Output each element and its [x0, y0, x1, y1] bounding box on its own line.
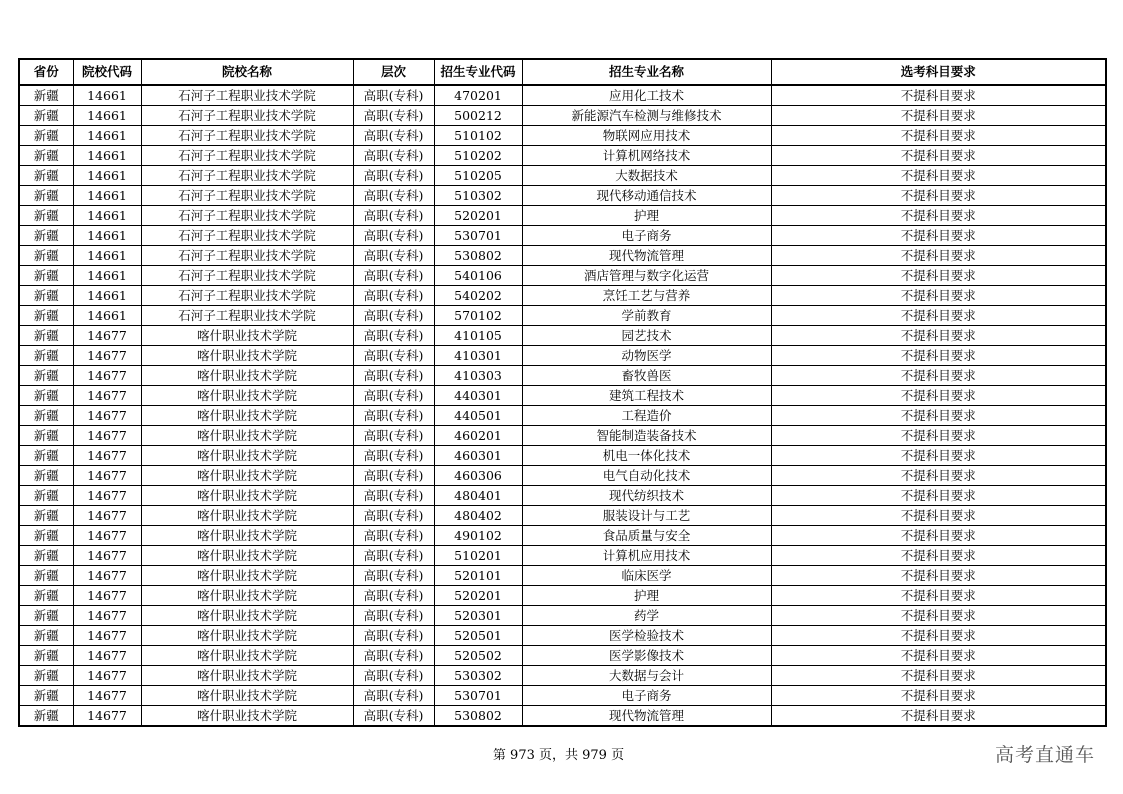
- cell-school-code: 14677: [73, 426, 141, 446]
- cell-major-name: 酒店管理与数字化运营: [522, 266, 771, 286]
- cell-level: 高职(专科): [353, 666, 434, 686]
- cell-school-name: 喀什职业技术学院: [141, 406, 353, 426]
- table-row: [19, 506, 1106, 526]
- cell-subject-requirement: 不提科目要求: [771, 186, 1106, 206]
- cell-school-code: 14677: [73, 366, 141, 386]
- table-row: [19, 486, 1106, 506]
- cell-major-code: 520301: [434, 606, 522, 626]
- cell-subject-requirement: 不提科目要求: [771, 526, 1106, 546]
- cell-level: 高职(专科): [353, 506, 434, 526]
- cell-major-code: 480401: [434, 486, 522, 506]
- cell-subject-requirement: 不提科目要求: [771, 486, 1106, 506]
- table-row: [19, 566, 1106, 586]
- header-school-code: 院校代码: [73, 59, 141, 85]
- cell-subject-requirement: 不提科目要求: [771, 706, 1106, 727]
- cell-level: 高职(专科): [353, 586, 434, 606]
- cell-level: 高职(专科): [353, 386, 434, 406]
- cell-province: 新疆: [19, 366, 73, 386]
- cell-school-code: 14661: [73, 106, 141, 126]
- cell-school-name: 石河子工程职业技术学院: [141, 85, 353, 106]
- cell-subject-requirement: 不提科目要求: [771, 506, 1106, 526]
- cell-province: 新疆: [19, 426, 73, 446]
- cell-school-name: 石河子工程职业技术学院: [141, 206, 353, 226]
- cell-major-code: 510201: [434, 546, 522, 566]
- table-row: [19, 266, 1106, 286]
- cell-subject-requirement: 不提科目要求: [771, 546, 1106, 566]
- cell-province: 新疆: [19, 246, 73, 266]
- cell-subject-requirement: 不提科目要求: [771, 246, 1106, 266]
- cell-school-name: 喀什职业技术学院: [141, 506, 353, 526]
- cell-level: 高职(专科): [353, 466, 434, 486]
- cell-school-name: 喀什职业技术学院: [141, 446, 353, 466]
- cell-school-name: 石河子工程职业技术学院: [141, 186, 353, 206]
- cell-school-code: 14677: [73, 446, 141, 466]
- cell-subject-requirement: 不提科目要求: [771, 606, 1106, 626]
- admissions-table-container: [18, 58, 1105, 727]
- cell-school-name: 喀什职业技术学院: [141, 366, 353, 386]
- cell-major-code: 460201: [434, 426, 522, 446]
- page-number: 第 973 页，共 979 页: [492, 748, 625, 763]
- cell-level: 高职(专科): [353, 206, 434, 226]
- cell-major-code: 510202: [434, 146, 522, 166]
- table-row: [19, 706, 1106, 727]
- cell-major-code: 440501: [434, 406, 522, 426]
- cell-subject-requirement: 不提科目要求: [771, 106, 1106, 126]
- cell-school-name: 喀什职业技术学院: [141, 386, 353, 406]
- cell-province: 新疆: [19, 506, 73, 526]
- cell-school-name: 喀什职业技术学院: [141, 666, 353, 686]
- cell-school-code: 14677: [73, 626, 141, 646]
- cell-subject-requirement: 不提科目要求: [771, 286, 1106, 306]
- cell-school-name: 石河子工程职业技术学院: [141, 126, 353, 146]
- cell-major-code: 410303: [434, 366, 522, 386]
- cell-school-code: 14661: [73, 166, 141, 186]
- cell-level: 高职(专科): [353, 406, 434, 426]
- cell-major-name: 服装设计与工艺: [522, 506, 771, 526]
- cell-major-code: 480402: [434, 506, 522, 526]
- cell-level: 高职(专科): [353, 126, 434, 146]
- cell-level: 高职(专科): [353, 686, 434, 706]
- cell-province: 新疆: [19, 206, 73, 226]
- table-row: [19, 286, 1106, 306]
- cell-province: 新疆: [19, 646, 73, 666]
- cell-school-name: 石河子工程职业技术学院: [141, 266, 353, 286]
- cell-province: 新疆: [19, 546, 73, 566]
- cell-major-name: 动物医学: [522, 346, 771, 366]
- table-row: [19, 546, 1106, 566]
- cell-level: 高职(专科): [353, 486, 434, 506]
- cell-major-name: 医学检验技术: [522, 626, 771, 646]
- cell-school-code: 14677: [73, 586, 141, 606]
- cell-major-name: 烹饪工艺与营养: [522, 286, 771, 306]
- cell-subject-requirement: 不提科目要求: [771, 146, 1106, 166]
- header-school-name: 院校名称: [141, 59, 353, 85]
- cell-school-name: 石河子工程职业技术学院: [141, 286, 353, 306]
- cell-subject-requirement: 不提科目要求: [771, 126, 1106, 146]
- table-row: [19, 166, 1106, 186]
- cell-province: 新疆: [19, 306, 73, 326]
- table-row: [19, 426, 1106, 446]
- cell-major-code: 520502: [434, 646, 522, 666]
- cell-school-name: 喀什职业技术学院: [141, 426, 353, 446]
- cell-level: 高职(专科): [353, 706, 434, 727]
- cell-school-code: 14677: [73, 686, 141, 706]
- cell-province: 新疆: [19, 186, 73, 206]
- cell-level: 高职(专科): [353, 85, 434, 106]
- table-row: [19, 346, 1106, 366]
- cell-province: 新疆: [19, 85, 73, 106]
- cell-school-code: 14661: [73, 126, 141, 146]
- cell-school-code: 14677: [73, 706, 141, 727]
- cell-subject-requirement: 不提科目要求: [771, 586, 1106, 606]
- cell-school-code: 14677: [73, 386, 141, 406]
- cell-school-name: 喀什职业技术学院: [141, 706, 353, 727]
- cell-school-code: 14661: [73, 85, 141, 106]
- cell-major-name: 现代物流管理: [522, 246, 771, 266]
- cell-level: 高职(专科): [353, 426, 434, 446]
- cell-subject-requirement: 不提科目要求: [771, 406, 1106, 426]
- cell-school-code: 14661: [73, 246, 141, 266]
- cell-province: 新疆: [19, 106, 73, 126]
- cell-school-name: 喀什职业技术学院: [141, 526, 353, 546]
- cell-subject-requirement: 不提科目要求: [771, 266, 1106, 286]
- table-row: [19, 226, 1106, 246]
- cell-province: 新疆: [19, 686, 73, 706]
- cell-level: 高职(专科): [353, 106, 434, 126]
- cell-level: 高职(专科): [353, 366, 434, 386]
- cell-major-name: 护理: [522, 586, 771, 606]
- cell-school-code: 14661: [73, 226, 141, 246]
- cell-subject-requirement: 不提科目要求: [771, 326, 1106, 346]
- cell-school-code: 14677: [73, 646, 141, 666]
- cell-school-name: 喀什职业技术学院: [141, 686, 353, 706]
- cell-subject-requirement: 不提科目要求: [771, 166, 1106, 186]
- cell-major-name: 电子商务: [522, 226, 771, 246]
- cell-province: 新疆: [19, 446, 73, 466]
- cell-province: 新疆: [19, 386, 73, 406]
- cell-major-name: 计算机网络技术: [522, 146, 771, 166]
- header-major-code: 招生专业代码: [434, 59, 522, 85]
- cell-major-code: 530802: [434, 246, 522, 266]
- cell-major-code: 520201: [434, 206, 522, 226]
- cell-level: 高职(专科): [353, 286, 434, 306]
- table-row: [19, 306, 1106, 326]
- cell-major-name: 现代纺织技术: [522, 486, 771, 506]
- cell-school-code: 14677: [73, 346, 141, 366]
- cell-major-code: 530701: [434, 686, 522, 706]
- cell-major-code: 520101: [434, 566, 522, 586]
- cell-level: 高职(专科): [353, 186, 434, 206]
- cell-school-name: 喀什职业技术学院: [141, 486, 353, 506]
- cell-subject-requirement: 不提科目要求: [771, 226, 1106, 246]
- cell-major-name: 电子商务: [522, 686, 771, 706]
- cell-major-code: 540202: [434, 286, 522, 306]
- cell-major-code: 510102: [434, 126, 522, 146]
- cell-level: 高职(专科): [353, 326, 434, 346]
- cell-level: 高职(专科): [353, 226, 434, 246]
- cell-school-name: 喀什职业技术学院: [141, 326, 353, 346]
- cell-subject-requirement: 不提科目要求: [771, 306, 1106, 326]
- cell-school-name: 喀什职业技术学院: [141, 546, 353, 566]
- cell-level: 高职(专科): [353, 566, 434, 586]
- cell-major-name: 智能制造装备技术: [522, 426, 771, 446]
- cell-school-code: 14677: [73, 506, 141, 526]
- cell-school-name: 喀什职业技术学院: [141, 466, 353, 486]
- header-level: 层次: [353, 59, 434, 85]
- table-row: [19, 386, 1106, 406]
- cell-major-code: 520201: [434, 586, 522, 606]
- cell-province: 新疆: [19, 706, 73, 727]
- table-row: [19, 326, 1106, 346]
- table-row: [19, 586, 1106, 606]
- cell-level: 高职(专科): [353, 166, 434, 186]
- cell-level: 高职(专科): [353, 266, 434, 286]
- cell-major-code: 470201: [434, 85, 522, 106]
- cell-major-code: 410301: [434, 346, 522, 366]
- table-body: [19, 85, 1106, 726]
- cell-school-name: 石河子工程职业技术学院: [141, 246, 353, 266]
- table-row: [19, 646, 1106, 666]
- cell-province: 新疆: [19, 606, 73, 626]
- cell-major-code: 410105: [434, 326, 522, 346]
- table-row: [19, 85, 1106, 106]
- cell-major-name: 医学影像技术: [522, 646, 771, 666]
- cell-school-code: 14677: [73, 486, 141, 506]
- cell-school-code: 14677: [73, 566, 141, 586]
- cell-school-name: 喀什职业技术学院: [141, 626, 353, 646]
- header-major-name: 招生专业名称: [522, 59, 771, 85]
- cell-province: 新疆: [19, 346, 73, 366]
- cell-school-code: 14661: [73, 266, 141, 286]
- cell-major-name: 现代物流管理: [522, 706, 771, 727]
- table-row: [19, 206, 1106, 226]
- table-row: [19, 406, 1106, 426]
- cell-province: 新疆: [19, 586, 73, 606]
- cell-major-code: 530302: [434, 666, 522, 686]
- cell-level: 高职(专科): [353, 306, 434, 326]
- cell-school-code: 14677: [73, 606, 141, 626]
- cell-major-name: 计算机应用技术: [522, 546, 771, 566]
- cell-province: 新疆: [19, 486, 73, 506]
- cell-province: 新疆: [19, 406, 73, 426]
- cell-level: 高职(专科): [353, 526, 434, 546]
- cell-subject-requirement: 不提科目要求: [771, 386, 1106, 406]
- cell-school-name: 石河子工程职业技术学院: [141, 306, 353, 326]
- table-row: [19, 466, 1106, 486]
- cell-subject-requirement: 不提科目要求: [771, 85, 1106, 106]
- cell-level: 高职(专科): [353, 346, 434, 366]
- header-subject-requirement: 选考科目要求: [771, 59, 1106, 85]
- cell-school-code: 14661: [73, 146, 141, 166]
- cell-school-code: 14677: [73, 466, 141, 486]
- cell-province: 新疆: [19, 566, 73, 586]
- table-row: [19, 526, 1106, 546]
- cell-major-code: 440301: [434, 386, 522, 406]
- cell-school-code: 14661: [73, 206, 141, 226]
- header-province: 省份: [19, 59, 73, 85]
- table-header-row: [19, 59, 1106, 85]
- cell-major-name: 园艺技术: [522, 326, 771, 346]
- cell-province: 新疆: [19, 666, 73, 686]
- cell-level: 高职(专科): [353, 606, 434, 626]
- cell-major-code: 490102: [434, 526, 522, 546]
- cell-major-code: 530701: [434, 226, 522, 246]
- cell-school-name: 喀什职业技术学院: [141, 566, 353, 586]
- cell-major-code: 460301: [434, 446, 522, 466]
- page-footer: [0, 744, 1123, 763]
- table-row: [19, 186, 1106, 206]
- cell-major-name: 大数据技术: [522, 166, 771, 186]
- cell-province: 新疆: [19, 266, 73, 286]
- cell-subject-requirement: 不提科目要求: [771, 466, 1106, 486]
- cell-school-code: 14677: [73, 666, 141, 686]
- cell-subject-requirement: 不提科目要求: [771, 366, 1106, 386]
- cell-major-name: 临床医学: [522, 566, 771, 586]
- cell-school-code: 14677: [73, 546, 141, 566]
- cell-school-name: 喀什职业技术学院: [141, 346, 353, 366]
- table-row: [19, 626, 1106, 646]
- cell-level: 高职(专科): [353, 146, 434, 166]
- cell-major-name: 应用化工技术: [522, 85, 771, 106]
- cell-school-name: 喀什职业技术学院: [141, 646, 353, 666]
- table-row: [19, 146, 1106, 166]
- cell-subject-requirement: 不提科目要求: [771, 626, 1106, 646]
- cell-subject-requirement: 不提科目要求: [771, 666, 1106, 686]
- cell-province: 新疆: [19, 166, 73, 186]
- cell-school-name: 石河子工程职业技术学院: [141, 166, 353, 186]
- cell-major-code: 500212: [434, 106, 522, 126]
- cell-major-code: 460306: [434, 466, 522, 486]
- cell-province: 新疆: [19, 286, 73, 306]
- cell-province: 新疆: [19, 146, 73, 166]
- cell-school-code: 14661: [73, 306, 141, 326]
- cell-province: 新疆: [19, 126, 73, 146]
- cell-subject-requirement: 不提科目要求: [771, 686, 1106, 706]
- cell-major-name: 大数据与会计: [522, 666, 771, 686]
- cell-province: 新疆: [19, 626, 73, 646]
- cell-major-name: 食品质量与安全: [522, 526, 771, 546]
- watermark-logo-text: 高考直通车: [994, 744, 1095, 766]
- cell-province: 新疆: [19, 226, 73, 246]
- table-row: [19, 126, 1106, 146]
- cell-school-code: 14677: [73, 526, 141, 546]
- cell-province: 新疆: [19, 466, 73, 486]
- cell-subject-requirement: 不提科目要求: [771, 566, 1106, 586]
- table-row: [19, 246, 1106, 266]
- cell-level: 高职(专科): [353, 546, 434, 566]
- admissions-table: [18, 58, 1107, 727]
- cell-major-name: 建筑工程技术: [522, 386, 771, 406]
- cell-level: 高职(专科): [353, 646, 434, 666]
- cell-major-code: 540106: [434, 266, 522, 286]
- cell-subject-requirement: 不提科目要求: [771, 206, 1106, 226]
- table-row: [19, 446, 1106, 466]
- cell-school-code: 14677: [73, 406, 141, 426]
- cell-major-name: 物联网应用技术: [522, 126, 771, 146]
- cell-school-code: 14661: [73, 186, 141, 206]
- cell-province: 新疆: [19, 526, 73, 546]
- cell-level: 高职(专科): [353, 246, 434, 266]
- cell-school-name: 石河子工程职业技术学院: [141, 106, 353, 126]
- cell-school-name: 喀什职业技术学院: [141, 586, 353, 606]
- cell-major-code: 570102: [434, 306, 522, 326]
- cell-subject-requirement: 不提科目要求: [771, 446, 1106, 466]
- cell-school-name: 喀什职业技术学院: [141, 606, 353, 626]
- cell-major-code: 530802: [434, 706, 522, 727]
- cell-school-name: 石河子工程职业技术学院: [141, 146, 353, 166]
- cell-subject-requirement: 不提科目要求: [771, 426, 1106, 446]
- cell-major-code: 520501: [434, 626, 522, 646]
- table-row: [19, 686, 1106, 706]
- cell-major-name: 护理: [522, 206, 771, 226]
- cell-level: 高职(专科): [353, 446, 434, 466]
- cell-major-name: 药学: [522, 606, 771, 626]
- cell-school-name: 石河子工程职业技术学院: [141, 226, 353, 246]
- cell-school-code: 14661: [73, 286, 141, 306]
- table-row: [19, 606, 1106, 626]
- table-row: [19, 666, 1106, 686]
- cell-major-name: 工程造价: [522, 406, 771, 426]
- cell-province: 新疆: [19, 326, 73, 346]
- table-row: [19, 366, 1106, 386]
- cell-school-code: 14677: [73, 326, 141, 346]
- cell-major-code: 510205: [434, 166, 522, 186]
- cell-subject-requirement: 不提科目要求: [771, 346, 1106, 366]
- cell-major-name: 机电一体化技术: [522, 446, 771, 466]
- cell-major-code: 510302: [434, 186, 522, 206]
- cell-level: 高职(专科): [353, 626, 434, 646]
- cell-major-name: 新能源汽车检测与维修技术: [522, 106, 771, 126]
- cell-major-name: 畜牧兽医: [522, 366, 771, 386]
- cell-major-name: 电气自动化技术: [522, 466, 771, 486]
- cell-subject-requirement: 不提科目要求: [771, 646, 1106, 666]
- cell-major-name: 现代移动通信技术: [522, 186, 771, 206]
- table-row: [19, 106, 1106, 126]
- cell-major-name: 学前教育: [522, 306, 771, 326]
